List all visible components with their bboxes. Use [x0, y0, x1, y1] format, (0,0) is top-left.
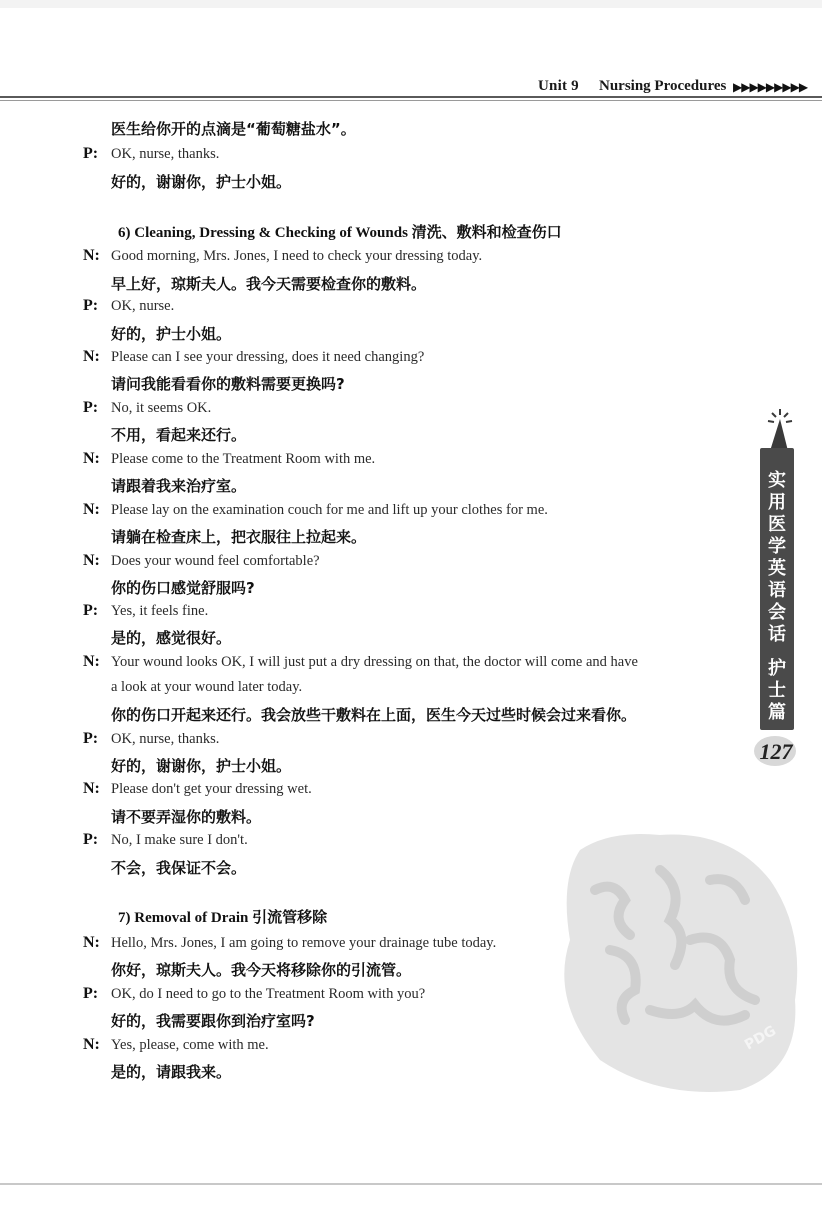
- dialogue-en: No, it seems OK.: [111, 400, 212, 416]
- dialogue-cn: 请问我能看看你的敷料需要更换吗?: [111, 375, 345, 393]
- dialogue-cn: 请跟着我来治疗室。: [111, 477, 247, 495]
- dialogue-en-continued: a look at your wound later today.: [111, 679, 303, 695]
- dialogue-en: No, I make sure I don't.: [111, 832, 248, 848]
- dialogue-cn: 你的伤口感觉舒服吗?: [111, 579, 255, 597]
- dialogue-en: Please lay on the examination couch for me and lift up your clothes for me.: [111, 502, 548, 518]
- speaker-label: P:: [83, 831, 99, 848]
- section-title: [118, 221, 562, 242]
- header-rule: [0, 96, 822, 98]
- speaker-label: N:: [83, 348, 100, 365]
- speaker-label: N:: [83, 653, 100, 670]
- speaker-label: P:: [83, 399, 99, 416]
- speaker-label: N:: [83, 1036, 100, 1053]
- header-unit: Unit 9: [538, 78, 579, 94]
- dialogue-en: OK, nurse.: [111, 298, 175, 314]
- dialogue-en: OK, nurse, thanks.: [111, 731, 220, 747]
- dialogue-cn: 请躺在检查床上，把衣服往上拉起来。: [111, 528, 367, 546]
- dialogue-en: Please can I see your dressing, does it need changing?: [111, 349, 425, 365]
- dialogue-cn: 你的伤口开起来还行。我会放些干敷料在上面，医生今天过些时候会过来看你。: [111, 706, 637, 724]
- dialogue-cn: 你好，琼斯夫人。我今天将移除你的引流管。: [111, 961, 412, 979]
- section-title-en: 6) Cleaning, Dressing & Checking of Wounds: [118, 225, 408, 241]
- header-title: Nursing Procedures: [599, 78, 727, 94]
- dialogue-cn: 好的，谢谢你，护士小姐。: [111, 757, 292, 775]
- dialogue-cn: 不会，我保证不会。: [111, 859, 247, 877]
- footer-rule: [0, 1183, 822, 1185]
- intro-line-cn: 医生给你开的点滴是“葡萄糖盐水”。: [111, 120, 356, 138]
- dialogue-en: OK, do I need to go to the Treatment Room with you?: [111, 986, 426, 1002]
- dialogue-cn: 是的，请跟我来。: [111, 1063, 232, 1081]
- speaker-label: P:: [83, 297, 99, 314]
- dialogue-en: OK, nurse, thanks.: [111, 146, 220, 162]
- dialogue-en: Does your wound feel comfortable?: [111, 553, 320, 569]
- speaker-label: P:: [83, 602, 99, 619]
- dialogue-en: Yes, please, come with me.: [111, 1037, 269, 1053]
- header-rule-thin: [0, 100, 822, 101]
- dialogue-cn: 好的，护士小姐。: [111, 325, 232, 343]
- section-title: [118, 906, 327, 927]
- dialogue-cn: 是的，感觉很好。: [111, 629, 232, 647]
- speaker-label: N:: [83, 552, 100, 569]
- dialogue-cn: 不用，看起来还行。: [111, 426, 247, 444]
- dialogue-en: Please come to the Treatment Room with me.: [111, 451, 376, 467]
- dialogue-en: Good morning, Mrs. Jones, I need to check your dressing today.: [111, 248, 483, 264]
- dialogue-cn: 请不要弄湿你的敷料。: [111, 808, 262, 826]
- dialogue-en: Hello, Mrs. Jones, I am going to remove your drainage tube today.: [111, 935, 497, 951]
- dialogue-en: Please don't get your dressing wet.: [111, 781, 312, 797]
- dialogue-cn: 早上好，琼斯夫人。我今天需要检查你的敷料。: [111, 275, 427, 293]
- section-title-cn: 清洗、敷料和检查伤口: [411, 223, 562, 241]
- dialogue-en: Yes, it feels fine.: [111, 603, 209, 619]
- section-title-en: 7) Removal of Drain: [118, 910, 249, 926]
- speaker-label: N:: [83, 501, 100, 518]
- speaker-label: N:: [83, 247, 100, 264]
- speaker-label: N:: [83, 780, 100, 797]
- speaker-label: P:: [83, 985, 99, 1002]
- section-title-cn: 引流管移除: [252, 908, 328, 926]
- speaker-label: N:: [83, 934, 100, 951]
- header-arrow-icons: ▶▶▶▶▶▶▶▶▶: [733, 80, 808, 94]
- speaker-label: P:: [83, 145, 99, 162]
- watermark-stamp: [540, 820, 810, 1110]
- dialogue-cn: 好的，我需要跟你到治疗室吗?: [111, 1012, 315, 1030]
- dialogue-en: Your wound looks OK, I will just put a dry dressing on that, the doctor will come and have: [111, 654, 638, 670]
- side-tab-subtitle: 护士篇: [768, 658, 786, 723]
- speaker-label: N:: [83, 450, 100, 467]
- dialogue-cn: 好的，谢谢你，护士小姐。: [111, 173, 292, 191]
- speaker-label: P:: [83, 730, 99, 747]
- watermark-text: PDG: [742, 1022, 779, 1054]
- running-header: [0, 0, 822, 100]
- side-tab-title: 实用医学英语会话: [768, 470, 786, 645]
- page-number: 127: [759, 739, 793, 764]
